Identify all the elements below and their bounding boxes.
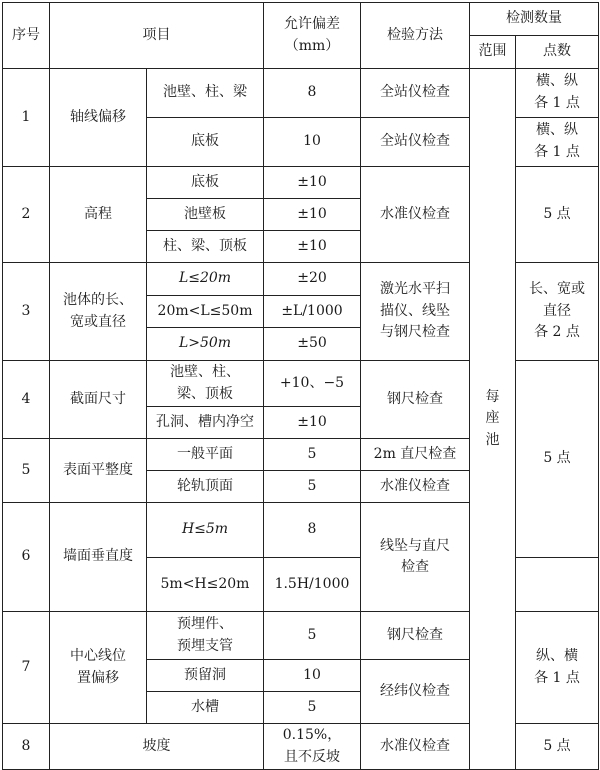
item-cell: 坡度 bbox=[50, 724, 264, 770]
tolerance-cell: ±10 bbox=[264, 167, 361, 199]
points-cell: 横、纵 各 1 点 bbox=[516, 118, 599, 167]
tolerance-cell: ±10 bbox=[264, 199, 361, 231]
tolerance-table bbox=[2, 2, 599, 770]
item-cell: 轴线偏移 bbox=[50, 69, 147, 167]
tolerance-cell: +10、−5 bbox=[264, 361, 361, 407]
header-item: 项目 bbox=[50, 3, 264, 69]
method-cell: 经纬仪检查 bbox=[361, 660, 470, 724]
seq-cell: 3 bbox=[3, 263, 50, 361]
sub-item-cell: L>50m bbox=[147, 328, 264, 361]
points-cell: 纵、横 各 1 点 bbox=[516, 612, 599, 724]
method-cell: 全站仪检查 bbox=[361, 69, 470, 118]
method-cell: 2m 直尺检查 bbox=[361, 439, 470, 471]
points-cell: 5 点 bbox=[516, 167, 599, 263]
sub-item-cell: 底板 bbox=[147, 167, 264, 199]
header-tolerance: 允许偏差 （mm） bbox=[264, 3, 361, 69]
sub-item-cell: 20m<L≤50m bbox=[147, 296, 264, 328]
tolerance-cell: 5 bbox=[264, 471, 361, 503]
tolerance-cell: 10 bbox=[264, 660, 361, 692]
sub-item-cell: 孔洞、槽内净空 bbox=[147, 407, 264, 439]
method-cell: 水准仪检查 bbox=[361, 471, 470, 503]
sub-item-cell: L≤20m bbox=[147, 263, 264, 296]
seq-cell: 6 bbox=[3, 503, 50, 612]
method-cell: 全站仪检查 bbox=[361, 118, 470, 167]
points-cell: 5 点 bbox=[516, 361, 599, 558]
tolerance-cell: ±20 bbox=[264, 263, 361, 296]
item-cell: 池体的长、 宽或直径 bbox=[50, 263, 147, 361]
table-row bbox=[3, 69, 599, 118]
method-cell: 激光水平扫 描仪、线坠 与钢尺检查 bbox=[361, 263, 470, 361]
points-cell: 长、宽或 直径 各 2 点 bbox=[516, 263, 599, 361]
sub-item-cell: H≤5m bbox=[147, 503, 264, 558]
tolerance-cell: 5 bbox=[264, 439, 361, 471]
sub-item-cell: 预埋件、 预埋支管 bbox=[147, 612, 264, 660]
sub-item-cell: 池壁板 bbox=[147, 199, 264, 231]
tolerance-cell: ±10 bbox=[264, 231, 361, 263]
sub-item-cell: 池壁、柱、 梁、顶板 bbox=[147, 361, 264, 407]
method-cell: 线坠与直尺 检查 bbox=[361, 503, 470, 612]
seq-cell: 5 bbox=[3, 439, 50, 503]
tolerance-cell: 8 bbox=[264, 503, 361, 558]
header-method: 检验方法 bbox=[361, 3, 470, 69]
sub-item-cell: 一般平面 bbox=[147, 439, 264, 471]
tolerance-cell: 5 bbox=[264, 612, 361, 660]
tolerance-cell: ±10 bbox=[264, 407, 361, 439]
tolerance-cell: ±50 bbox=[264, 328, 361, 361]
sub-item-cell: 底板 bbox=[147, 118, 264, 167]
item-cell: 表面平整度 bbox=[50, 439, 147, 503]
item-cell: 高程 bbox=[50, 167, 147, 263]
scope-cell: 每 座 池 bbox=[470, 69, 516, 770]
seq-cell: 4 bbox=[3, 361, 50, 439]
method-cell: 钢尺检查 bbox=[361, 361, 470, 439]
method-cell: 水准仪检查 bbox=[361, 724, 470, 770]
points-cell: 横、纵 各 1 点 bbox=[516, 69, 599, 118]
sub-item-cell: 预留洞 bbox=[147, 660, 264, 692]
header-quantity: 检测数量 bbox=[470, 3, 599, 36]
tolerance-cell: 8 bbox=[264, 69, 361, 118]
tolerance-cell: 1.5H/1000 bbox=[264, 557, 361, 612]
header-seq: 序号 bbox=[3, 3, 50, 69]
method-cell: 水准仪检查 bbox=[361, 167, 470, 263]
item-cell: 中心线位 置偏移 bbox=[50, 612, 147, 724]
header-scope: 范围 bbox=[470, 36, 516, 69]
seq-cell: 1 bbox=[3, 69, 50, 167]
sub-item-cell: 水槽 bbox=[147, 692, 264, 724]
sub-item-cell: 柱、梁、顶板 bbox=[147, 231, 264, 263]
sub-item-cell: 5m<H≤20m bbox=[147, 557, 264, 612]
tolerance-cell: ±L/1000 bbox=[264, 296, 361, 328]
sub-item-cell: 轮轨顶面 bbox=[147, 471, 264, 503]
seq-cell: 2 bbox=[3, 167, 50, 263]
points-cell: 5 点 bbox=[516, 724, 599, 770]
tolerance-cell: 5 bbox=[264, 692, 361, 724]
sub-item-cell: 池壁、柱、梁 bbox=[147, 69, 264, 118]
item-cell: 截面尺寸 bbox=[50, 361, 147, 439]
tolerance-cell: 10 bbox=[264, 118, 361, 167]
header-points: 点数 bbox=[516, 36, 599, 69]
header-row-1 bbox=[3, 3, 599, 36]
method-cell: 钢尺检查 bbox=[361, 612, 470, 660]
tolerance-cell: 0.15%， 且不反坡 bbox=[264, 724, 361, 770]
seq-cell: 7 bbox=[3, 612, 50, 724]
item-cell: 墙面垂直度 bbox=[50, 503, 147, 612]
seq-cell: 8 bbox=[3, 724, 50, 770]
